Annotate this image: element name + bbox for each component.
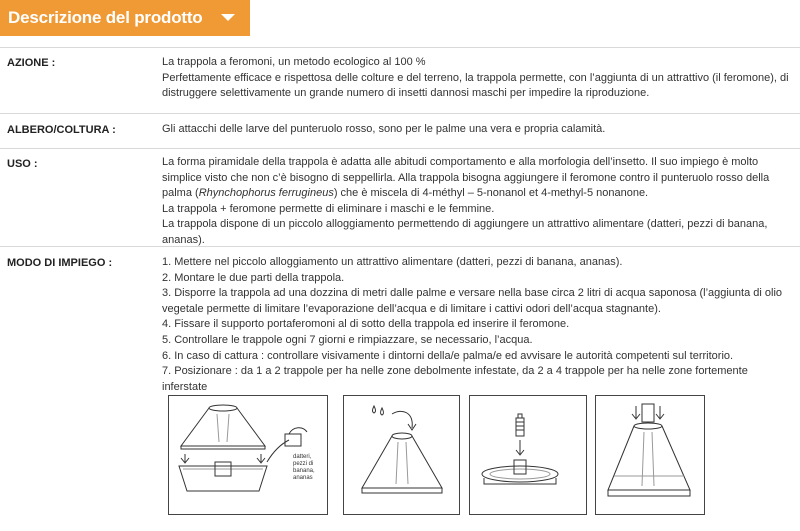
step-item: 7. Posizionare : da 1 a 2 trappole per ha nelle zone debolmente infestate, da 2 a 4 trappole per ha nelle zone fortemente inferstate: [162, 365, 748, 393]
divider: [0, 246, 800, 247]
bait-note-line: pezzi di: [293, 461, 314, 467]
illustration-assembled: [595, 395, 705, 515]
uso-paragraph-3: La trappola dispone di un piccolo alloggiamento permettendo di aggiungere un attrattivo alimentare (datteri, pezzi di banana, ananas).: [162, 218, 768, 246]
divider: [0, 47, 800, 48]
illustration-water: [343, 395, 460, 515]
trap-bait-drawing: [169, 396, 327, 514]
divider: [0, 113, 800, 114]
uso-p1-before: La forma piramidale della trappola è adatta alle abitudi comportamento e alla morfologia dell’insetto. Il suo impiego è molto simplice visto che non c’è bisogno di seppellirla. Alla trappola bisogna aggiungere il feromone contro il punteruolo rosso della palma (: [162, 156, 770, 200]
albero-label: ALBERO/COLTURA :: [7, 124, 116, 136]
albero-text: Gli attacchi delle larve del punteruolo rosso, sono per le palme una vera e propria calamità.: [162, 123, 606, 135]
illustration-bait: [168, 395, 328, 515]
divider: [0, 148, 800, 149]
azione-line-1: La trappola a feromoni, un metodo ecologico al 100 %: [162, 56, 426, 68]
bait-note-line: ananas: [293, 475, 313, 481]
chevron-down-icon[interactable]: [221, 14, 235, 21]
assembled-trap-drawing: [596, 396, 704, 514]
pheromone-holder-drawing: [470, 396, 586, 514]
step-item: 4. Fissare il supporto portaferomoni al di sotto della trappola ed inserire il feromone.: [162, 318, 570, 331]
uso-content: [162, 155, 790, 249]
step-item: 5. Controllare le trappole ogni 7 giorni e rimpiazzare, se necessario, l’acqua.: [162, 333, 533, 346]
uso-p1-after: ) che è miscela di 4-méthyl – 5-nonanol et 4-methyl-5 nonanone.: [333, 187, 649, 200]
illustration-pheromone: [469, 395, 587, 515]
modo-label: MODO DI IMPIEGO :: [7, 257, 113, 269]
uso-paragraph-2: La trappola + feromone permette di eliminare i maschi e le femmine.: [162, 202, 495, 215]
steps-list: [162, 255, 790, 395]
azione-line-2: Perfettamente efficace e rispettosa delle colture e del terreno, la trappola permette, con l’aggiunta di un attrattivo (il feromone), di distruggere selettivamente un grande numero di insetti dannosi maschi per impedire la riproduzione.: [162, 71, 789, 100]
modo-content: [162, 255, 790, 395]
product-description-header[interactable]: [0, 0, 250, 36]
uso-paragraph-1: [162, 155, 790, 202]
step-item: 3. Disporre la trappola ad una dozzina di metri dalle palme e versare nella base circa 2 litri di acqua saponosa (l’aggiunta di olio vegetale permette di limitare l’evaporazione dell’acqua e di limitare i cattivi odori dell’acqua stagnante).: [162, 287, 783, 315]
step-item: 6. In caso di cattura : controllare visivamente i dintorni della/e palma/e ed avvisare le autorità competenti sul territorio.: [162, 349, 734, 362]
step-item: 1. Mettere nel piccolo alloggiamento un attrattivo alimentare (datteri, pezzi di banana, ananas).: [162, 256, 623, 268]
step-item: 2. Montare le due parti della trappola.: [162, 271, 345, 284]
azione-content: [162, 55, 790, 102]
azione-label: AZIONE :: [7, 57, 56, 69]
uso-species: Rhynchophorus ferrugineus: [198, 187, 334, 200]
trap-water-drawing: [344, 396, 459, 514]
uso-label: USO :: [7, 158, 38, 170]
albero-content: [162, 122, 790, 138]
bait-note-line: datteri,: [293, 454, 312, 460]
header-title: Descrizione del prodotto: [8, 8, 203, 27]
bait-note-line: banana,: [293, 468, 315, 474]
